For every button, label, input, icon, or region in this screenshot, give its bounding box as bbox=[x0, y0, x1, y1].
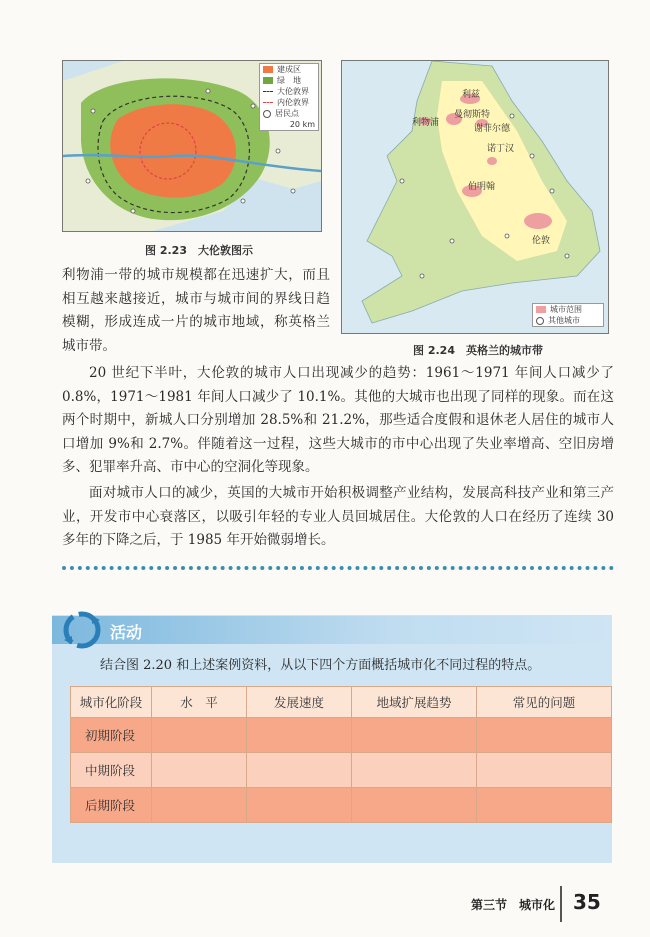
answer-cell[interactable] bbox=[477, 718, 612, 753]
answer-cell[interactable] bbox=[477, 753, 612, 788]
greater-london-map bbox=[62, 60, 322, 232]
header-speed: 发展速度 bbox=[247, 687, 352, 718]
activity-cycle-icon bbox=[62, 610, 102, 650]
table-header-row bbox=[71, 687, 612, 718]
england-map-graphic bbox=[342, 61, 608, 333]
table-row bbox=[71, 718, 612, 753]
city-leeds: 利兹 bbox=[462, 90, 481, 100]
activity-instruction: 结合图 2.20 和上述案例资料，从以下四个方面概括城市化不同过程的特点。 bbox=[100, 658, 541, 673]
answer-cell[interactable] bbox=[247, 718, 352, 753]
urbanization-stage-table bbox=[70, 686, 612, 823]
answer-cell[interactable] bbox=[352, 788, 477, 823]
paragraph-population-trend: 20 世纪下半叶，大伦敦的城市人口出现减少的趋势：1961～1971 年间人口减少了 0.8%，1971～1981 年间人口减少了 10.1%。其他的大城市也出现了同样的现象。而在这两个时期中，新城人口分别增加 28.5%和 21.2%，那些适合度假和退休老人居住的城市人口增加 9%和 2.7%。伴随着这一过程，这些大城市的市中心出现了失业率增高、空旧房增多、犯罪率升高、市中心的空洞化等现象。 bbox=[62, 365, 614, 475]
footer-section-title: 第三节 城市化 bbox=[470, 898, 555, 912]
header-problems: 常见的问题 bbox=[477, 687, 612, 718]
activity-title: 活动 bbox=[110, 623, 143, 642]
legend-other-city: 其他城市 bbox=[548, 316, 580, 325]
legend-greater-london: 大伦敦界 bbox=[277, 87, 309, 96]
row-label-early: 初期阶段 bbox=[71, 718, 152, 753]
answer-cell[interactable] bbox=[247, 753, 352, 788]
city-sheffield: 谢菲尔德 bbox=[474, 124, 511, 134]
map2-legend bbox=[532, 303, 604, 327]
legend-built-up: 建成区 bbox=[277, 65, 301, 74]
legend-green: 绿 地 bbox=[277, 76, 301, 85]
answer-cell[interactable] bbox=[477, 788, 612, 823]
table-row bbox=[71, 788, 612, 823]
legend-city-area: 城市范围 bbox=[550, 305, 582, 314]
england-city-belt-map bbox=[341, 60, 609, 334]
footer-divider bbox=[560, 886, 562, 922]
header-level: 水 平 bbox=[152, 687, 247, 718]
map1-scale: 20 km bbox=[289, 120, 315, 129]
city-birmingham: 伯明翰 bbox=[468, 182, 496, 192]
answer-cell[interactable] bbox=[152, 788, 247, 823]
city-manchester: 曼彻斯特 bbox=[454, 110, 491, 120]
city-nottingham: 诺丁汉 bbox=[487, 144, 515, 154]
map1-legend bbox=[259, 63, 319, 131]
row-label-late: 后期阶段 bbox=[71, 788, 152, 823]
city-london: 伦敦 bbox=[532, 236, 551, 246]
paragraph-city-belt: 利物浦一带的城市规模都在迅速扩大，而且相互越来越接近，城市与城市间的界线日趋模糊，形成连成一片的城市地域，称英格兰城市带。 bbox=[62, 267, 330, 354]
city-liverpool: 利物浦 bbox=[412, 118, 440, 128]
page-number: 35 bbox=[573, 890, 601, 914]
legend-inner-london: 内伦敦界 bbox=[277, 98, 309, 107]
row-label-middle: 中期阶段 bbox=[71, 753, 152, 788]
legend-settlement: 居民点 bbox=[275, 109, 299, 118]
answer-cell[interactable] bbox=[247, 788, 352, 823]
figure-2-caption: 图 2.24 英格兰的城市带 bbox=[413, 344, 543, 357]
answer-cell[interactable] bbox=[352, 718, 477, 753]
figure-1-caption: 图 2.23 大伦敦图示 bbox=[145, 244, 253, 257]
header-stage: 城市化阶段 bbox=[71, 687, 152, 718]
answer-cell[interactable] bbox=[152, 753, 247, 788]
answer-cell[interactable] bbox=[152, 718, 247, 753]
answer-cell[interactable] bbox=[352, 753, 477, 788]
header-expansion: 地域扩展趋势 bbox=[352, 687, 477, 718]
paragraph-restructuring: 面对城市人口的减少，英国的大城市开始积极调整产业结构，发展高科技产业和第三产业，开发市中心衰落区，以吸引年轻的专业人员回城居住。大伦敦的人口在经历了连续 30 多年的下降之后，于 1985 年开始微弱增长。 bbox=[62, 485, 614, 548]
section-divider bbox=[62, 566, 614, 570]
table-row bbox=[71, 753, 612, 788]
